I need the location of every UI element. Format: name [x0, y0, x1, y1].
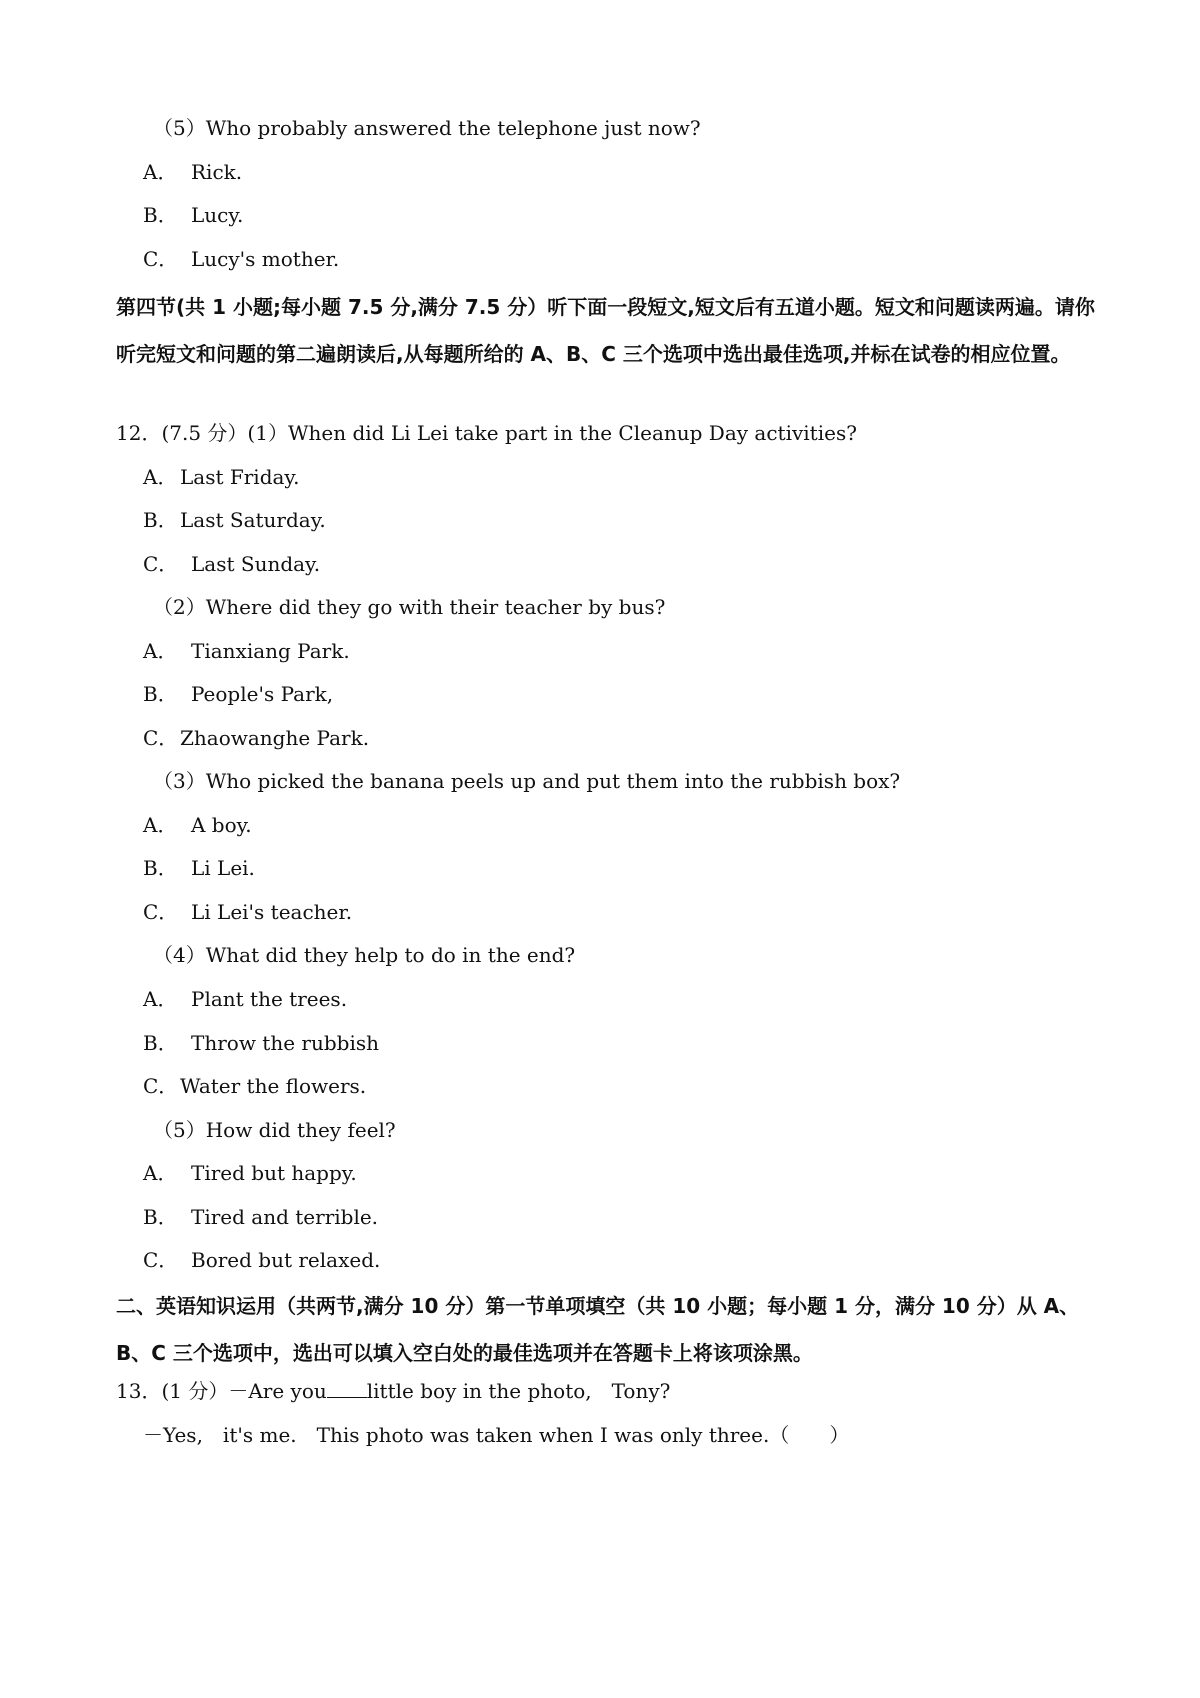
q12-sub1-option-b: [143, 507, 326, 533]
option-text: Tired but happy.: [191, 1161, 357, 1185]
q12-sub1-option-c: [143, 551, 320, 577]
q12-sub2-option-a: [143, 638, 350, 664]
q13-stem: [116, 1378, 670, 1404]
option-letter: C．: [143, 900, 179, 924]
q12-sub4-option-c: [143, 1073, 366, 1099]
part2-instruction: 二、英语知识运用（共两节,满分 10 分）第一节单项填空（共 10 小题；每小题 1 分，满分 10 分）从 A、B、C 三个选项中，选出可以填入空白处的最佳选项并在答题卡上将该项涂黑。: [116, 1294, 1080, 1365]
q13-stem-start: 13．(1 分）－Are you: [116, 1379, 327, 1403]
option-text: Last Friday.: [180, 465, 300, 489]
option-letter: B．: [143, 856, 178, 880]
q12-sub3-option-c: [143, 899, 352, 925]
q12-sub3-option-a: [143, 812, 252, 838]
option-text: Li Lei's teacher.: [191, 900, 353, 924]
option-text: Bored but relaxed.: [191, 1248, 381, 1272]
q12-sub4-stem: （4）What did they help to do in the end?: [153, 943, 576, 967]
q12-sub1-option-a: [143, 464, 299, 490]
option-letter: A．: [143, 465, 178, 489]
option-text: Last Saturday.: [180, 508, 326, 532]
option-text: Plant the trees.: [191, 987, 348, 1011]
option-letter: B．: [143, 682, 178, 706]
section4-instruction: 第四节(共 1 小题;每小题 7.5 分,满分 7.5 分）听下面一段短文,短文后有五道小题。短文和问题读两遍。请你听完短文和问题的第二遍朗读后,从每题所给的 A、B、C 三个选项中选出最佳选项,并标在试卷的相应位置。: [116, 295, 1095, 366]
q12-sub5-option-b: [143, 1204, 378, 1230]
option-letter: A．: [143, 813, 178, 837]
option-letter: C．: [143, 1248, 179, 1272]
option-text: Lucy.: [191, 203, 244, 227]
option-letter: A．: [143, 160, 178, 184]
option-letter: C．: [143, 1074, 179, 1098]
option-text: Water the flowers.: [180, 1074, 367, 1098]
q12-sub5-option-c: [143, 1247, 380, 1273]
q12-sub3-option-b: [143, 855, 255, 881]
q12-sub5-option-a: [143, 1160, 357, 1186]
q12-sub2-option-c: [143, 725, 369, 751]
q11-sub5-option-b: [143, 202, 243, 228]
option-letter: C．: [143, 247, 179, 271]
option-text: Li Lei.: [191, 856, 255, 880]
option-text: A boy.: [191, 813, 252, 837]
q12-header: 12．(7.5 分）(1）When did Li Lei take part in the Cleanup Day activities?: [116, 421, 857, 445]
option-text: Throw the rubbish: [191, 1031, 379, 1055]
q13-stem-end: little boy in the photo, Tony?: [366, 1379, 671, 1403]
q12-sub5-stem: （5）How did they feel?: [153, 1118, 396, 1142]
q11-sub5-option-c: [143, 246, 339, 272]
q12-sub2-option-b: [143, 681, 333, 707]
q12-sub2-stem: （2）Where did they go with their teacher by bus?: [153, 595, 666, 619]
option-letter: B．: [143, 203, 178, 227]
option-letter: B．: [143, 1205, 178, 1229]
option-letter: A．: [143, 987, 178, 1011]
q12-sub4-option-a: [143, 986, 347, 1012]
option-letter: B．: [143, 508, 178, 532]
option-text: Zhaowanghe Park.: [180, 726, 370, 750]
option-text: Tianxiang Park.: [191, 639, 350, 663]
option-letter: B．: [143, 1031, 178, 1055]
option-text: Last Sunday.: [191, 552, 321, 576]
q11-sub5-stem: （5）Who probably answered the telephone just now?: [153, 116, 701, 140]
option-text: Rick.: [191, 160, 243, 184]
q11-sub5-option-a: [143, 159, 242, 185]
option-letter: A．: [143, 1161, 178, 1185]
option-text: Tired and terrible.: [191, 1205, 379, 1229]
option-letter: C．: [143, 726, 179, 750]
q12-sub4-option-b: [143, 1030, 379, 1056]
option-letter: C．: [143, 552, 179, 576]
q12-sub3-stem: （3）Who picked the banana peels up and put them into the rubbish box?: [153, 769, 901, 793]
option-text: People's Park,: [191, 682, 334, 706]
answer-blank: [327, 1379, 367, 1398]
q13-response: －Yes, it's me. This photo was taken when I was only three.（ ）: [143, 1423, 850, 1447]
option-text: Lucy's mother.: [191, 247, 340, 271]
option-letter: A．: [143, 639, 178, 663]
